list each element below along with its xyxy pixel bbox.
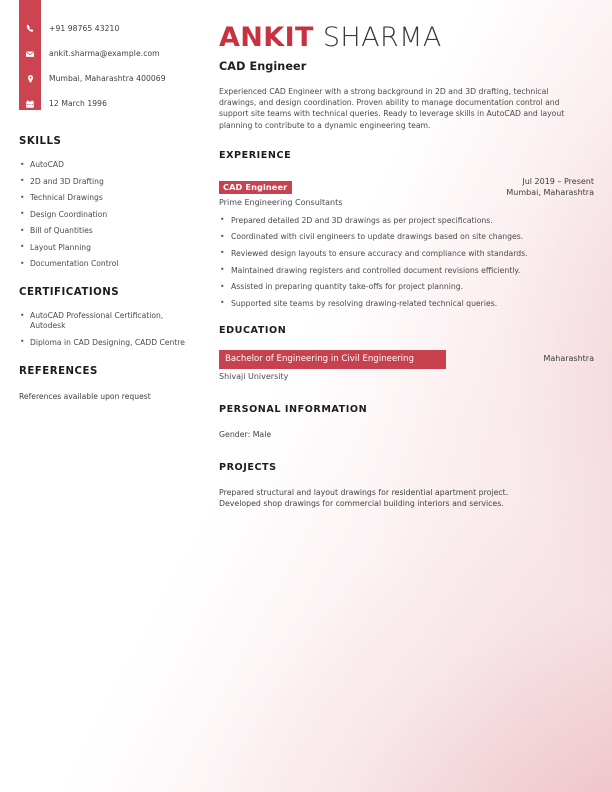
education-heading: EDUCATION [219, 325, 287, 337]
list-item: • Diploma in CAD Designing, CADD Centre [19, 338, 192, 348]
calendar-icon [19, 99, 41, 109]
personal-information-gender: Gender: Male [219, 429, 272, 439]
contact-row-birthdate [19, 91, 209, 116]
contact-row-phone [19, 16, 209, 41]
phone-icon [19, 24, 41, 33]
certifications-heading: CERTIFICATIONS [19, 287, 120, 299]
references-heading: REFERENCES [19, 365, 98, 377]
list-item: • 2D and 3D Drafting [19, 177, 192, 187]
education-entry-left [219, 350, 446, 381]
contact-email-value: ankit.sharma@example.com [49, 49, 160, 58]
contact-phone-value: +91 98765 43210 [49, 24, 120, 33]
first-name: ANKIT [219, 22, 314, 53]
experience-entry-left [219, 175, 506, 207]
experience-section [219, 150, 594, 309]
references-text: References available upon request [19, 391, 151, 401]
skills-list [19, 160, 192, 269]
certifications-list [19, 311, 192, 348]
profile-summary: Experienced CAD Engineer with a strong background in 2D and 3D drafting, technical drawings, and design coordination. Proven ability to manage documentation control and support site teams with technical queries. Ready to leverage skills in AutoCAD and layout planning to contribute to a dynamic engineering team. [219, 87, 565, 130]
list-item: • Layout Planning [19, 243, 192, 253]
skills-heading: SKILLS [19, 136, 62, 147]
education-degree-badge: Bachelor of Engineering in Civil Engineering [219, 350, 446, 369]
projects-line-2: Developed shop drawings for commercial building interiors and services. [219, 499, 504, 509]
list-item: • Coordinated with civil engineers to update drawings based on site changes. [219, 232, 581, 243]
contact-location-value: Mumbai, Maharashtra 400069 [49, 74, 166, 83]
projects-heading: PROJECTS [219, 461, 277, 473]
list-item: • Prepared detailed 2D and 3D drawings as per project specifications. [219, 216, 581, 227]
projects-body [219, 487, 594, 510]
contact-row-email [19, 41, 209, 66]
contact-birthdate-value: 12 March 1996 [49, 99, 108, 108]
list-item: • Reviewed design layouts to ensure accuracy and compliance with standards. [219, 249, 581, 260]
list-item: • AutoCAD Professional Certification, Autodesk [19, 311, 192, 331]
experience-location: Mumbai, Maharashtra [506, 188, 594, 198]
main-column [219, 0, 594, 510]
contact-row-location [19, 66, 209, 91]
list-item: • Documentation Control [19, 259, 192, 269]
location-pin-icon [19, 74, 41, 84]
list-item: • Technical Drawings [19, 193, 192, 203]
sidebar [0, 0, 210, 792]
experience-company: Prime Engineering Consultants [219, 197, 343, 207]
certifications-section [19, 287, 192, 348]
envelope-icon [19, 49, 41, 59]
education-entry [219, 350, 594, 381]
page-title [219, 24, 594, 51]
experience-entry-right [506, 175, 594, 199]
experience-entry-header [219, 175, 594, 207]
list-item: • Supported site teams by resolving drawing-related technical queries. [219, 299, 581, 310]
last-name: SHARMA [313, 22, 442, 53]
projects-line-1: Prepared structural and layout drawings for residential apartment project. [219, 487, 509, 497]
education-section [219, 325, 594, 381]
status-badge: CAD Engineer [219, 181, 292, 194]
personal-information-heading: PERSONAL INFORMATION [219, 403, 368, 415]
contact-list [19, 16, 209, 116]
experience-dates: Jul 2019 – Present [522, 176, 594, 186]
list-item: • Design Coordination [19, 210, 192, 220]
list-item: • Maintained drawing registers and controlled document revisions efficiently. [219, 266, 581, 277]
list-item: • AutoCAD [19, 160, 192, 170]
personal-information-section [219, 404, 594, 441]
list-item: • Bill of Quantities [19, 226, 192, 236]
references-section [19, 366, 192, 402]
skills-section [19, 136, 192, 269]
list-item: • Assisted in preparing quantity take-offs for project planning. [219, 282, 581, 293]
education-school: Shivaji University [219, 371, 289, 381]
experience-heading: EXPERIENCE [219, 149, 292, 161]
experience-bullets [219, 216, 594, 310]
projects-section [219, 462, 594, 510]
education-location: Maharashtra [543, 354, 594, 364]
job-title: CAD Engineer [219, 60, 307, 73]
